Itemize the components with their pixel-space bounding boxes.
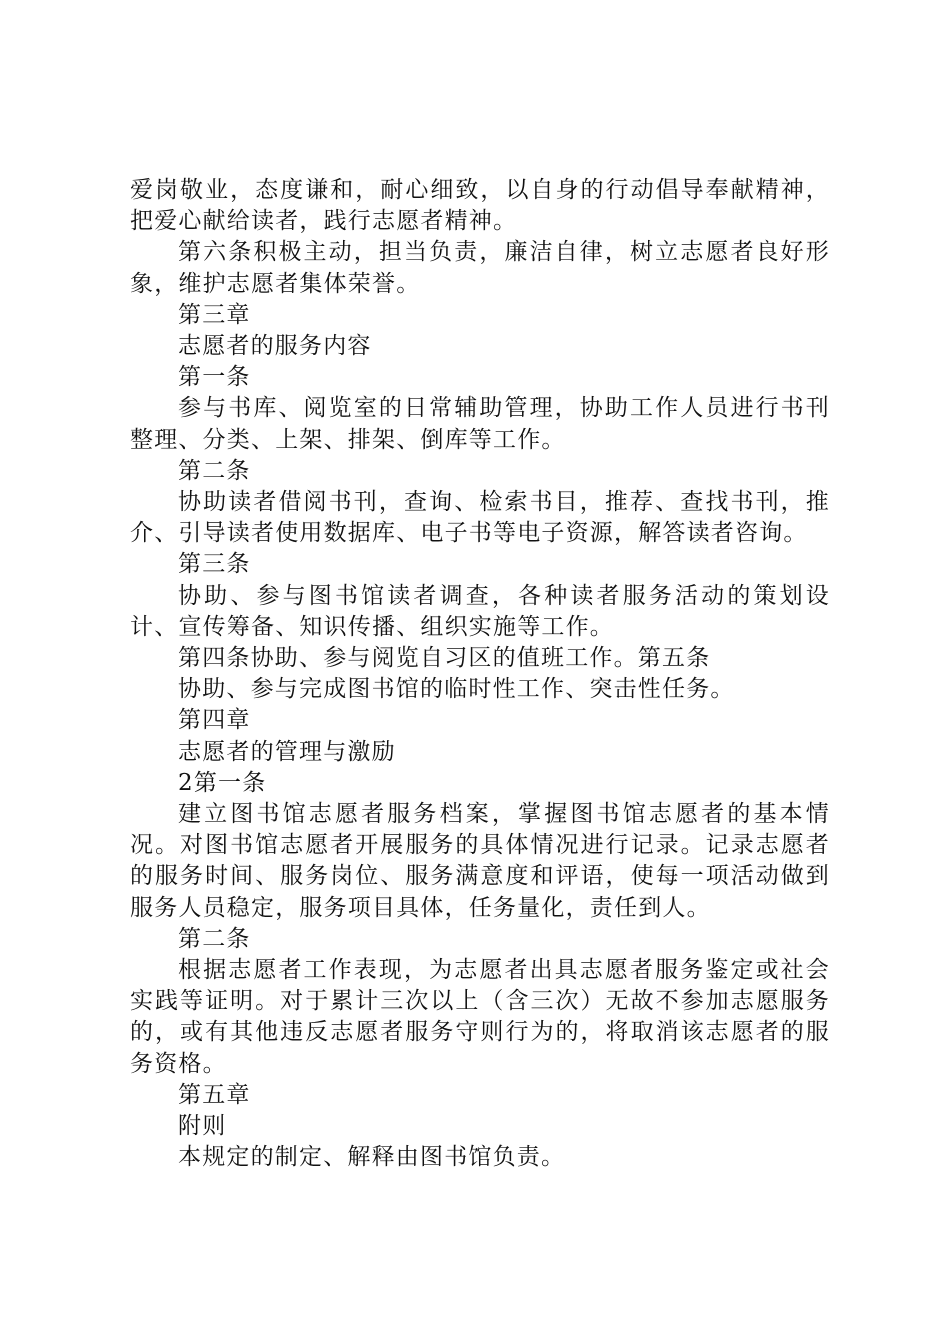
article-heading: 第二条 (178, 925, 251, 952)
paragraph: 建立图书馆志愿者服务档案，掌握图书馆志愿者的基本情况。对图书馆志愿者开展服务的具体情况进行记录。记录志愿者的服务时间、服务岗位、服务满意度和评语，使每一项活动做到服务人员稳定，服务项目具体，任务量化，责任到人。 (130, 801, 830, 921)
chapter-title: 志愿者的管理与激励 (178, 738, 396, 765)
paragraph: 第六条积极主动，担当负责，廉洁自律，树立志愿者良好形象，维护志愿者集体荣誉。 (130, 239, 830, 297)
chapter-title: 志愿者的服务内容 (178, 333, 372, 360)
article-heading: 第三条 (178, 551, 251, 578)
article-heading: 第二条 (178, 457, 251, 484)
article-heading: 第一条 (178, 364, 251, 391)
closing-line: 本规定的制定、解释由图书馆负责。 (178, 1144, 566, 1171)
document-body (130, 175, 830, 1174)
paragraph: 协助、参与图书馆读者调查，各种读者服务活动的策划设计、宣传筹备、知识传播、组织实施等工作。 (130, 582, 830, 640)
article-heading: 2第一条 (178, 769, 267, 796)
chapter-heading: 第四章 (178, 707, 251, 734)
article-line: 第四条协助、参与阅览自习区的值班工作。第五条 (178, 645, 711, 672)
chapter-heading: 第五章 (178, 1081, 251, 1108)
article-line: 协助、参与完成图书馆的临时性工作、突击性任务。 (178, 676, 735, 703)
paragraph: 参与书库、阅览室的日常辅助管理，协助工作人员进行书刊整理、分类、上架、排架、倒库等工作。 (130, 395, 830, 453)
chapter-title: 附则 (178, 1113, 227, 1140)
paragraph: 爱岗敬业，态度谦和，耐心细致，以自身的行动倡导奉献精神，把爱心献给读者，践行志愿者精神。 (130, 177, 830, 235)
paragraph: 协助读者借阅书刊，查询、检索书目，推荐、查找书刊，推介、引导读者使用数据库、电子书等电子资源，解答读者咨询。 (130, 489, 830, 547)
paragraph: 根据志愿者工作表现，为志愿者出具志愿者服务鉴定或社会实践等证明。对于累计三次以上（含三次）无故不参加志愿服务的，或有其他违反志愿者服务守则行为的，将取消该志愿者的服务资格。 (130, 957, 830, 1077)
chapter-heading: 第三章 (178, 301, 251, 328)
